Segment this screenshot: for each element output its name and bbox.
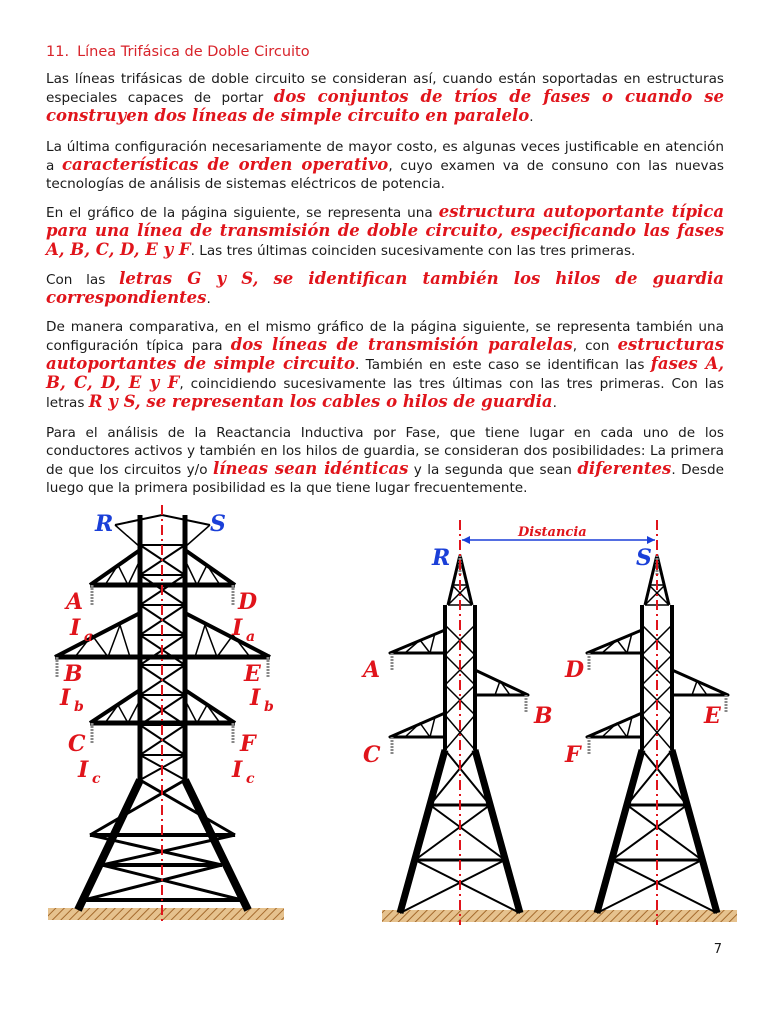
p6-emphasis-d: diferentes [577,459,672,478]
label-r-left: R [95,511,114,537]
label-r-right: R [432,545,451,571]
page-number: 7 [713,942,722,957]
p2-emphasis: características de orden operativo [61,155,389,174]
label-ib-sub: b [74,699,84,715]
label-e-right: E [704,703,721,729]
p2-end: , cuyo examen va de consuno con las nuevas tecnologías de análisis de sistemas eléctricos de potencia. [46,158,724,192]
label-ib-i: I [60,685,71,711]
label-b-right: B [534,703,553,729]
label-f-left: F [240,731,256,757]
label-c-right: C [363,742,381,768]
distance-dimension [462,525,655,544]
p2-text: La última configuración necesariamente de mayor costo, es algunas veces justificable en atención a [46,139,724,174]
p5-text-e: . También en este caso se identifican las [354,357,651,373]
double-circuit-tower [48,515,284,920]
paragraph-1 [46,70,724,126]
paragraph-5 [46,318,724,412]
label-s-left: S [210,511,226,537]
label-id-i: I [232,615,243,641]
label-ic-i: I [78,757,89,783]
p1-end: . [529,109,534,125]
label-d-right: D [565,657,585,683]
paragraph-2 [46,138,724,193]
p4-text: Con las [46,272,120,288]
label-c-left: C [68,731,86,757]
label-ia-sub: a [84,629,94,645]
paragraph-4 [46,270,724,308]
label-e-left: E [244,661,261,687]
tower-figure [0,505,768,935]
p5-emphasis-h: R y S, se representan los cables o hilos de guardia [88,392,553,411]
label-ia-i: I [70,615,81,641]
p6-text-c: y la segunda que sean [408,462,578,478]
label-s-right: S [636,545,652,571]
label-b-left: B [64,661,83,687]
label-a-right: A [363,657,381,683]
label-if-sub: c [246,771,255,787]
p3-end: . Las tres últimas coinciden sucesivamente con las tres primeras. [190,243,636,259]
ground-left [48,908,284,920]
section-number: 11. [46,44,70,60]
p6-end: . Desde luego que la primera posibilidad es la que tiene lugar frecuentemente. [46,462,724,496]
p3-text: En el gráfico de la página siguiente, se representa una [46,205,439,221]
label-ie-i: I [250,685,261,711]
paragraph-6 [46,424,724,497]
p5-emphasis-d: estructuras autoportantes de simple circuito [46,335,724,373]
section-title: Línea Trifásica de Doble Circuito [77,44,310,60]
label-ic-sub: c [92,771,101,787]
p4-emphasis: letras G y S, se identifican también los hilos de guardia correspondientes [46,269,724,307]
p5-text-g: , coincidiendo sucesivamente las tres últimas con las tres primeras. Con las letras [46,376,724,411]
ground-right [382,910,737,922]
label-a-left: A [66,589,84,615]
p6-emphasis-b: líneas sean idénticas [212,459,409,478]
paragraph-3 [46,203,724,260]
p5-text-a: De manera comparativa, en el mismo gráfico de la página siguiente, se representa también una configuración típica para [46,319,724,354]
p5-emphasis-f: fases A, B, C, D, E y F [46,354,724,392]
p5-emphasis-b: dos líneas de transmisión paralelas [230,335,573,354]
p1-text: Las líneas trifásicas de doble circuito se consideran así, cuando están soportadas en estructuras especiales capaces de portar [46,71,724,106]
p5-text-c: , con [572,338,618,354]
label-ie-sub: b [264,699,274,715]
p4-end: . [206,291,211,307]
p3-emphasis: estructura autoportante típica para una línea de transmisión de doble circuito, especificando las fases A, B, C, D, E y F [46,202,725,259]
section-heading [46,44,318,60]
label-d-left: D [238,589,258,615]
label-id-sub: a [246,629,256,645]
distance-label: Distancia [518,525,587,540]
p1-emphasis: dos conjuntos de tríos de fases o cuando se construyen dos líneas de simple circuito en paralelo [46,87,725,125]
label-if-i: I [232,757,243,783]
label-f-right: F [565,742,581,768]
p5-end: . [552,395,557,411]
p6-text-a: Para el análisis de la Reactancia Inductiva por Fase, que tiene lugar en cada uno de los conductores activos y también en los hilos de guardia, se consideran dos posibilidades: La primera de que los circuitos y/o [46,425,724,478]
